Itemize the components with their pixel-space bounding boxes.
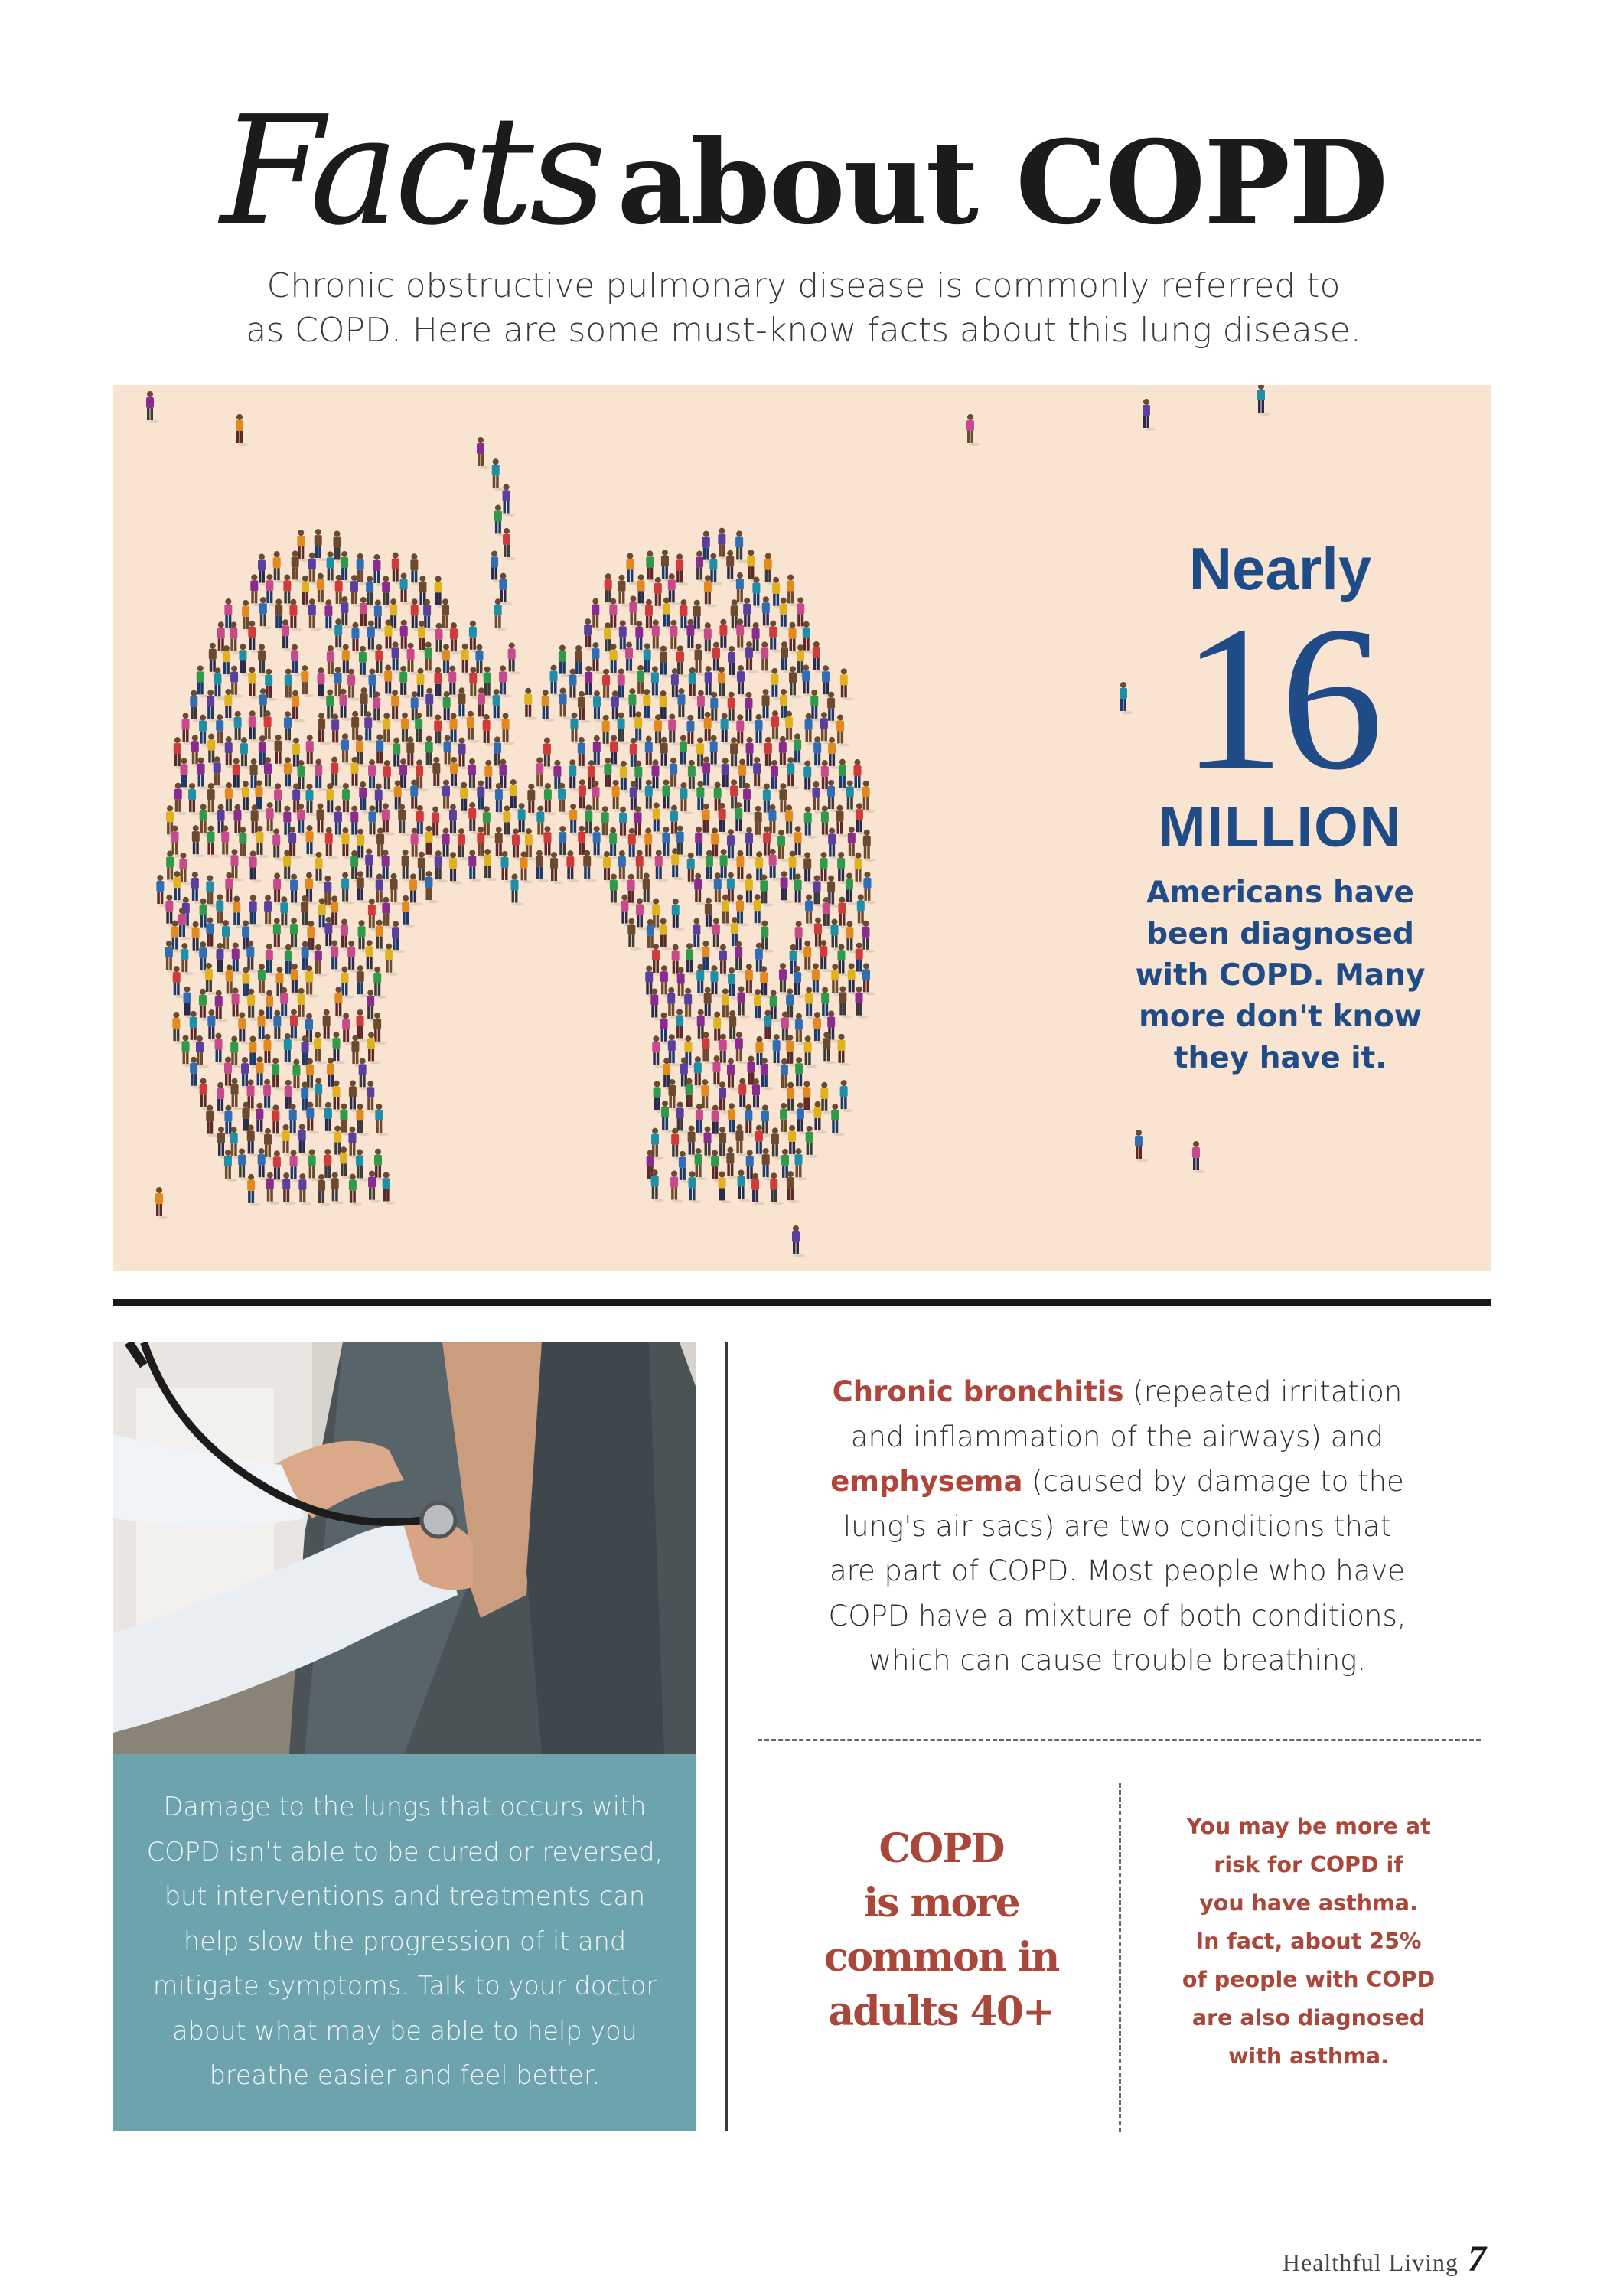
- column-divider: [725, 1342, 728, 2131]
- crowd-person: [735, 941, 748, 974]
- crowd-person: [761, 1058, 774, 1090]
- crowd-person: [315, 529, 328, 561]
- treatment-info-box: [113, 1754, 696, 2131]
- crowd-person: [694, 873, 707, 905]
- crowd-person: [777, 830, 790, 862]
- age-fact-line: common in: [823, 1934, 1059, 1981]
- crowd-person: [1192, 1141, 1205, 1173]
- asthma-fact-line: risk for COPD if: [1214, 1852, 1403, 1877]
- crowd-person: [853, 759, 866, 791]
- crowd-person: [236, 414, 249, 446]
- stat-description: [1081, 872, 1479, 1079]
- crowd-person: [836, 805, 849, 837]
- term-emphysema: emphysema: [830, 1465, 1023, 1498]
- crowd-person: [477, 437, 490, 469]
- stat-desc-line: more don't know: [1139, 1000, 1422, 1034]
- crowd-person: [458, 828, 471, 860]
- crowd-person: [282, 1172, 295, 1205]
- crowd-person: [246, 941, 259, 973]
- crowd-person: [467, 711, 480, 743]
- crowd-person: [661, 1101, 674, 1133]
- crowd-person: [197, 758, 210, 790]
- crowd-person: [558, 783, 571, 815]
- crowd-person: [214, 756, 227, 788]
- crowd-person: [432, 807, 445, 839]
- stat-desc-line: they have it.: [1173, 1041, 1387, 1075]
- crowd-person: [770, 1172, 783, 1205]
- stat-prefix: Nearly: [1188, 535, 1372, 602]
- crowd-person: [390, 598, 403, 631]
- crowd-person: [856, 987, 869, 1019]
- doctor-stethoscope-photo: [113, 1342, 696, 1754]
- crowd-person: [331, 757, 344, 789]
- crowd-person: [794, 733, 807, 765]
- dashed-divider: [758, 1739, 1481, 1741]
- treatment-line: breathe easier and feel better.: [209, 2060, 601, 2090]
- definition-text: (caused by damage to the: [1022, 1465, 1404, 1498]
- section-divider: [113, 1299, 1491, 1306]
- crowd-person: [1135, 1130, 1148, 1162]
- crowd-person: [702, 1032, 715, 1064]
- crowd-person: [399, 758, 412, 791]
- crowd-person: [542, 690, 555, 722]
- crowd-person: [297, 530, 310, 562]
- asthma-fact-line: you have asthma.: [1199, 1890, 1418, 1916]
- crowd-person: [398, 804, 411, 836]
- crowd-person: [792, 1225, 805, 1257]
- crowd-person: [315, 759, 328, 791]
- crowd-person: [592, 598, 605, 631]
- crowd-person: [292, 690, 305, 722]
- crowd-person: [735, 1032, 748, 1064]
- treatment-text: [129, 1785, 681, 2099]
- crowd-person: [423, 599, 436, 631]
- definition-line: [788, 1459, 1446, 1505]
- crowd-person: [863, 872, 876, 904]
- crowd-person: [392, 921, 405, 953]
- crowd-person: [373, 691, 386, 723]
- subtitle: [191, 264, 1416, 353]
- crowd-person: [315, 944, 328, 977]
- crowd-person: [735, 530, 748, 563]
- crowd-person: [280, 987, 293, 1019]
- crowd-person: [146, 391, 159, 423]
- crowd-person: [179, 853, 192, 885]
- crowd-person: [171, 826, 184, 858]
- crowd-person: [273, 1150, 286, 1182]
- crowd-person: [837, 1034, 850, 1066]
- crowd-person: [769, 621, 782, 653]
- stat-number: 16: [1182, 584, 1379, 813]
- treatment-line: COPD isn't able to be cured or reversed,: [146, 1836, 663, 1867]
- treatment-line: about what may be able to help you: [172, 2015, 637, 2046]
- crowd-person: [382, 803, 395, 835]
- treatment-line: Damage to the lungs that occurs with: [163, 1792, 647, 1821]
- crowd-person: [727, 829, 740, 861]
- asthma-fact-line: You may be more at: [1186, 1814, 1431, 1839]
- hero-panel: [113, 385, 1491, 1271]
- crowd-person: [559, 645, 572, 677]
- crowd-person: [862, 781, 875, 813]
- crowd-person: [484, 849, 497, 881]
- crowd-person: [383, 1172, 396, 1204]
- crowd-person: [356, 1149, 369, 1181]
- crowd-person: [676, 645, 689, 677]
- crowd-person: [820, 940, 833, 972]
- crowd-person: [966, 414, 980, 446]
- crowd-person: [795, 1148, 808, 1180]
- definition-line: lung's air sacs) are two conditions that: [843, 1509, 1392, 1543]
- asthma-fact-line: In fact, about 25%: [1195, 1929, 1422, 1954]
- crowd-person: [290, 1009, 303, 1041]
- age-fact-line: is more: [863, 1880, 1019, 1926]
- age-fact-line: adults 40+: [828, 1988, 1054, 2035]
- crowd-person: [301, 665, 314, 697]
- crowd-person: [435, 850, 448, 882]
- crowd-person: [787, 574, 800, 606]
- crowd-person: [508, 642, 521, 674]
- title-bold-words: about COPD: [617, 116, 1387, 250]
- treatment-line: but interventions and treatments can: [164, 1881, 646, 1911]
- crowd-person: [272, 829, 285, 861]
- crowd-person: [188, 783, 201, 815]
- crowd-person: [827, 1011, 840, 1043]
- stat-unit: MILLION: [1158, 795, 1403, 859]
- crowd-person: [402, 895, 415, 928]
- copd-definition: [788, 1370, 1446, 1684]
- crowd-person: [290, 874, 303, 906]
- crowd-person: [676, 826, 689, 858]
- crowd-person: [702, 757, 715, 789]
- crowd-person: [373, 554, 386, 586]
- crowd-person: [365, 849, 378, 881]
- crowd-person: [626, 553, 639, 585]
- crowd-person: [399, 666, 412, 698]
- crowd-person: [192, 825, 205, 857]
- crowd-person: [836, 714, 849, 746]
- crowd-person: [525, 828, 538, 860]
- asthma-fact-line: of people with COPD: [1182, 1967, 1436, 1992]
- definition-line: COPD have a mixture of both conditions,: [828, 1599, 1407, 1632]
- crowd-person: [503, 484, 516, 517]
- page-number: 7: [1468, 2239, 1486, 2279]
- crowd-person: [264, 710, 277, 742]
- crowd-person: [747, 550, 760, 582]
- stat-desc-line: with COPD. Many: [1135, 958, 1426, 993]
- crowd-person: [390, 873, 403, 905]
- crowd-person: [357, 1009, 370, 1042]
- crowd-person: [1143, 399, 1156, 431]
- crowd-person: [247, 1174, 260, 1206]
- crowd-person: [240, 737, 253, 769]
- crowd-person: [677, 688, 690, 720]
- crowd-person: [543, 737, 556, 769]
- publication-name: Healthful Living: [1282, 2249, 1459, 2276]
- crowd-person: [450, 622, 463, 654]
- crowd-person: [820, 1082, 833, 1114]
- definition-line: are part of COPD. Most people who have: [829, 1554, 1406, 1587]
- crowd-person: [289, 599, 302, 631]
- asthma-fact-line: are also diagnosed: [1191, 2005, 1426, 2030]
- page-title: [0, 84, 1607, 259]
- crowd-person: [272, 1058, 285, 1090]
- crowd-person: [247, 989, 260, 1021]
- crowd-person: [651, 1128, 664, 1160]
- crowd-person: [290, 918, 303, 950]
- crowd-person: [701, 1079, 714, 1111]
- asthma-fact-line: with asthma.: [1228, 2043, 1389, 2069]
- definition-line: [788, 1370, 1446, 1415]
- treatment-line: help slow the progression of it and: [183, 1926, 627, 1956]
- title-script-word: Facts: [220, 84, 602, 259]
- crowd-person: [651, 1169, 664, 1202]
- crowd-person: [215, 990, 228, 1022]
- crowd-person: [266, 1172, 279, 1205]
- crowd-person: [693, 600, 706, 632]
- crowd-person: [840, 668, 853, 700]
- crowd-person: [356, 1104, 369, 1136]
- stat-desc-line: been diagnosed: [1146, 917, 1414, 951]
- crowd-person: [400, 572, 413, 605]
- crowd-person: [503, 528, 516, 560]
- crowd-person: [492, 458, 505, 491]
- crowd-person: [751, 1173, 764, 1205]
- definition-line: and inflammation of the airways) and: [850, 1420, 1384, 1453]
- crowd-person: [840, 1080, 853, 1112]
- crowd-person: [499, 573, 512, 605]
- crowd-person: [1257, 385, 1270, 416]
- crowd-person: [863, 830, 876, 862]
- crowd-person: [794, 966, 807, 998]
- crowd-person: [806, 1126, 819, 1158]
- crowd-person: [206, 1105, 219, 1137]
- stat-desc-line: Americans have: [1146, 876, 1414, 910]
- age-fact: [788, 1821, 1094, 2039]
- crowd-person: [501, 851, 514, 883]
- crowd-person: [342, 1013, 355, 1045]
- crowd-person: [710, 735, 723, 768]
- crowd-person: [231, 1078, 244, 1110]
- crowd-person: [592, 642, 605, 674]
- crowd-person: [249, 895, 262, 927]
- crowd-person: [804, 807, 817, 839]
- crowd-person: [347, 669, 360, 701]
- crowd-person: [264, 757, 277, 789]
- crowd-person: [373, 967, 386, 999]
- crowd-person: [524, 688, 537, 720]
- age-fact-line: COPD: [878, 1825, 1004, 1872]
- crowd-person: [719, 1171, 732, 1203]
- dashed-column-divider: [1119, 1783, 1121, 2132]
- treatment-line: mitigate symptoms. Talk to your doctor: [152, 1971, 657, 2001]
- crowd-person: [331, 1172, 344, 1204]
- crowd-person: [846, 921, 859, 953]
- crowd-person: [668, 713, 681, 745]
- crowd-person: [502, 713, 515, 745]
- stat-block: [1081, 534, 1479, 1079]
- definition-line: which can cause trouble breathing.: [868, 1644, 1367, 1677]
- crowd-person: [205, 963, 218, 995]
- crowd-person: [323, 1009, 336, 1042]
- crowd-person: [676, 553, 689, 585]
- subtitle-line: Chronic obstructive pulmonary disease is commonly referred to: [266, 266, 1341, 305]
- asthma-fact: [1148, 1808, 1469, 2076]
- crowd-person: [672, 899, 685, 931]
- crowd-person: [618, 713, 631, 745]
- crowd-person: [785, 804, 798, 837]
- crowd-person: [684, 988, 697, 1020]
- crowd-person: [862, 963, 875, 995]
- crowd-person: [761, 921, 774, 953]
- crowd-person: [660, 646, 673, 678]
- crowd-person: [273, 918, 286, 950]
- crowd-person: [199, 941, 212, 974]
- crowd-person: [655, 850, 668, 882]
- crowd-person: [618, 669, 631, 701]
- crowd-person: [709, 553, 722, 585]
- crowd-person: [415, 713, 428, 745]
- crowd-person: [753, 757, 766, 789]
- crowd-person: [196, 1035, 209, 1068]
- crowd-person: [695, 827, 708, 859]
- crowd-person: [181, 943, 194, 975]
- crowd-person: [155, 1187, 168, 1219]
- crowd-person: [745, 692, 758, 724]
- subtitle-line: as COPD. Here are some must-know facts about this lung disease.: [246, 311, 1361, 350]
- crowd-person: [566, 850, 579, 882]
- crowd-person: [660, 918, 673, 951]
- crowd-person: [373, 1013, 386, 1045]
- term-chronic-bronchitis: Chronic bronchitis: [832, 1375, 1124, 1408]
- crowd-person: [375, 1104, 388, 1136]
- crowd-person: [619, 807, 632, 839]
- definition-text: (repeated irritation: [1123, 1375, 1403, 1408]
- crowd-person: [273, 551, 286, 583]
- crowd-person: [743, 783, 756, 815]
- page-footer: [1283, 2238, 1486, 2280]
- crowd-person: [448, 666, 461, 698]
